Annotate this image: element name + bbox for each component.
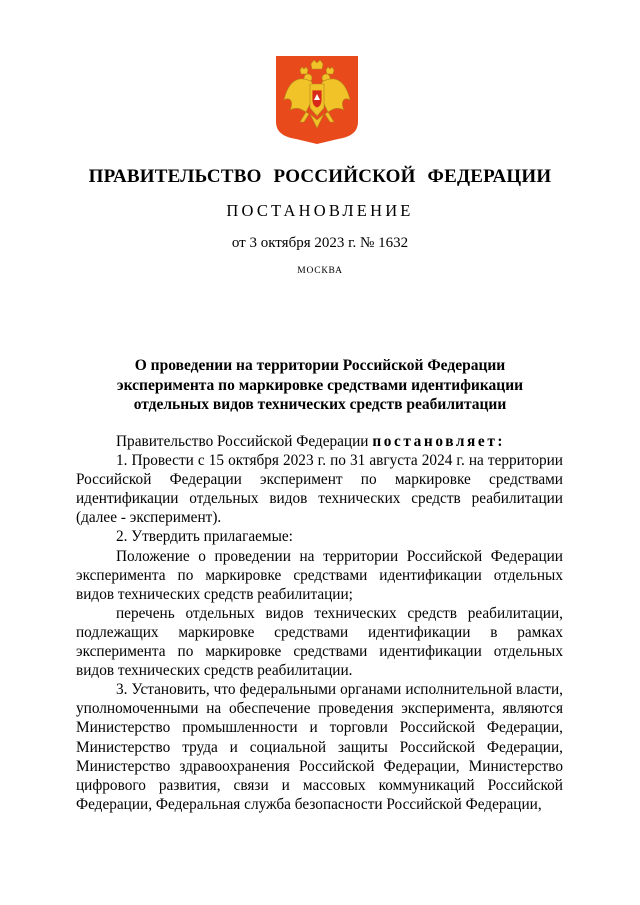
- paragraph: Положение о проведении на территории Российской Федерации эксперимента по маркировке средствами идентификации отдельных видов технических средств реабилитации;: [76, 547, 563, 603]
- intro-text: Правительство Российской Федерации: [116, 433, 373, 450]
- government-name: ПРАВИТЕЛЬСТВО РОССИЙСКОЙ ФЕДЕРАЦИИ: [88, 166, 552, 187]
- document-date-number: от 3 октября 2023 г. № 1632: [231, 235, 409, 251]
- russian-coat-of-arms-icon: [276, 56, 358, 144]
- paragraph: 1. Провести с 15 октября 2023 г. по 31 августа 2024 г. на территории Российской Федерации эксперимент по маркировке средствами идентификации отдельных видов технических средств реабилитации (далее - эксперимент).: [76, 452, 563, 527]
- title-line: О проведении на территории Российской Федерации: [134, 357, 506, 374]
- paragraph: 2. Утвердить прилагаемые:: [116, 528, 293, 546]
- document-body: [76, 432, 563, 814]
- document-type: ПОСТАНОВЛЕНИЕ: [226, 201, 414, 220]
- title-line: отдельных видов технических средств реабилитации: [133, 396, 507, 413]
- document-city: МОСКВА: [297, 266, 343, 276]
- title-line: эксперимента по маркировке средствами идентификации: [116, 376, 524, 394]
- resolves-keyword: постановляет:: [372, 433, 506, 450]
- paragraph: перечень отдельных видов технических средств реабилитации, подлежащих маркировке средствами идентификации в рамках эксперимента по маркировке средствами идентификации отдельных видов технических средств реабилитации.: [76, 604, 563, 680]
- intro-paragraph: [76, 432, 563, 451]
- paragraph: 3. Установить, что федеральными органами исполнительной власти, уполномоченными на обеспечение проведения эксперимента, являются Министерство промышленности и торговли Российской Федерации, Министерство труда и социальной защиты Российской Федерации, Министерство здравоохранения Российской Федерации, Министерство цифрового развития, связи и массовых коммуникаций Российской Федерации, Федеральная служба безопасности Российской Федерации,: [76, 681, 563, 813]
- document-title: [80, 356, 560, 415]
